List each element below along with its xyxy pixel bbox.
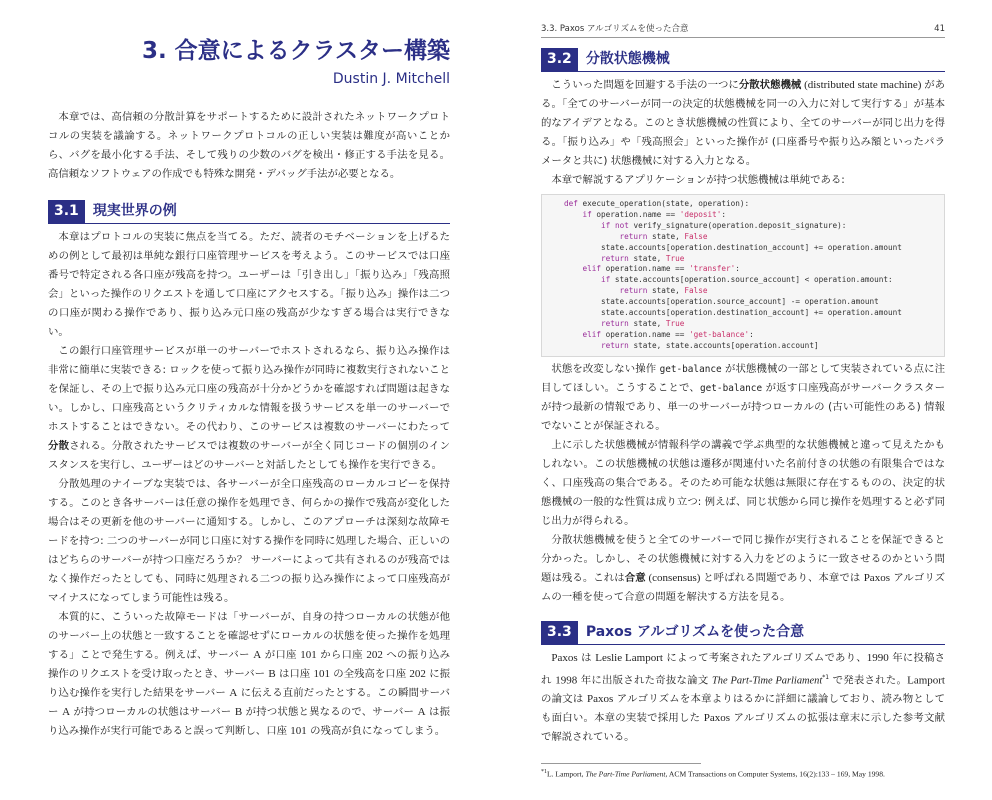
text-run: 本章では、高信頼の分散計算をサポートするために設計されたネットワークプロトコルの実装を議論する。ネットワークプロトコルの正しい実装は難度が高いことから、バグを最小化する手法、そして残りの少数のバグを検出・修正する手法を見る。高信頼なソフトウェアの作成でも特殊な開発・デバッグ手法が必要となる。: [48, 111, 450, 180]
code-listing: [564, 199, 944, 352]
section-title: 分散状態機械: [585, 51, 670, 67]
text-run: がある。「全てのサーバーが同一の決定的状態機械を同一の入力に対して実行する」が基本的なアイデアとなる。このとき状態機械の性質により、全てのサーバーが同じ出力を得る。「振り込み」や「残高照会」といった操作が (口座番号や振り込み額といったパラメータと共に) 状態機械に対する入力となる。: [541, 79, 946, 167]
section-heading-3-2: [541, 48, 945, 72]
text-run: 合意: [624, 571, 646, 584]
text-run: の全残高を口座: [330, 668, 410, 680]
chapter-title: 3. 合意によるクラスター構築: [141, 38, 450, 64]
section-3-1-body: [48, 228, 450, 741]
paragraph: [48, 608, 450, 741]
text-run: 101: [313, 668, 330, 680]
code-line: return state, state.accounts[operation.account]: [601, 340, 819, 350]
paragraph: [541, 531, 945, 607]
code-line: state.accounts[operation.destination_account] += operation.amount: [564, 242, 902, 252]
text-run: (consensus): [645, 571, 704, 584]
section-heading-3-3: [541, 621, 945, 645]
section-number: 3.2: [541, 48, 578, 71]
text-run: への振り込み操作のリクエストを受け取ったとき、サーバー: [48, 649, 451, 680]
text-run: は: [577, 651, 596, 664]
section-heading-3-1: [48, 200, 450, 224]
text-run: 分散処理のナイーブな実装では、各サーバーが全口座残高のローカルコピーを保持する。このとき各サーバーは任意の操作を処理でき、何らかの操作で残高が変化した場合はその更新を他のサーバーに通知する。しかし、このアプローチは深刻な故障モードを持つ: 二つのサーバーが同じ口座に対する操作を同時に処理した場合、正しいのはどちらのサーバーが持つ口座だろうか？ サーバーによって共有されるのが残高ではなく操作だったとしても、同時に処理される二つの振り込み操作によって口座残高がマイナスになってしまう可能性は残る。: [48, 478, 450, 604]
inline-code: get-balance: [659, 363, 722, 375]
footnote-text: L. Lamport,: [547, 769, 586, 779]
page-number: 41: [934, 24, 945, 34]
footnote-ref: *1: [822, 673, 830, 681]
text-run: が持つ状態と異なるので、サーバー: [242, 706, 418, 718]
text-run: 1998: [555, 674, 578, 687]
paragraph: [48, 108, 450, 184]
section-3-2-intro: [541, 76, 945, 190]
text-run: 1990: [866, 651, 889, 664]
code-line: if state.accounts[operation.source_account] < operation.amount:: [601, 275, 893, 285]
text-run: 年に投稿され: [541, 651, 945, 687]
text-run: 101: [300, 649, 317, 661]
code-line: def execute_operation(state, operation):: [564, 199, 750, 208]
footnote: [541, 767, 945, 780]
text-run: A: [417, 706, 426, 718]
text-run: アルゴリズムを本章よりはるかに詳細に議論しており、読み物としても面白い。本章の実装で採用した: [541, 693, 945, 725]
footnote-rule: [541, 763, 701, 764]
text-run: から口座: [316, 649, 367, 661]
text-run: によって考案されたアルゴリズムであり、: [662, 651, 867, 664]
text-run: A: [62, 706, 71, 718]
paragraph: [48, 475, 450, 608]
text-run: が返す口座残高がサーバークラスターが持つ最新の情報であり、単一のサーバーが持つローカルの (古い可能性のある) 情報でないことが保証される。: [541, 381, 945, 432]
text-run: B: [268, 668, 276, 680]
text-run: は口座: [275, 668, 314, 680]
text-run: この銀行口座管理サービスが単一のサーバーでホストされるなら、振り込み操作は非常に簡単に実装できる: ロックを使って振り込み操作が同時に複数実行されないことを保証し、その上で振り込み元口座の残高が十分かどうかを確認すれば問題は起きない。しかし、口座残高というクリティカルな情報を扱うサービスを単一のサーバーでホストすることはできない。その代わり、このサービスは複数のサーバーにわたって: [48, 345, 450, 433]
text-run: に振り込む操作を実行した結果をサーバー: [48, 668, 451, 699]
code-line: return state, True: [601, 253, 685, 263]
text-run: は振り込み操作が実行可能であると誤って判断し、口座: [48, 706, 450, 737]
section-number: 3.1: [48, 200, 85, 223]
running-header: [541, 23, 945, 38]
text-run: A: [229, 687, 238, 699]
text-run: Leslie Lamport: [595, 651, 663, 664]
section-number: 3.3: [541, 621, 578, 644]
code-line: elif operation.name == 'get-balance':: [582, 329, 754, 339]
footnote-text-end: , ACM Transactions on Computer Systems, 16(2):133 – 169, May 1998.: [665, 769, 885, 779]
text-run: 状態を改変しない操作: [551, 362, 660, 375]
paragraph: [541, 436, 945, 531]
paragraph: [541, 649, 945, 747]
text-run: 202: [409, 668, 426, 680]
text-run: Paxos: [586, 693, 614, 706]
paragraph: [48, 228, 450, 342]
text-run: B: [234, 706, 243, 718]
right-page: [496, 0, 992, 800]
text-run: の残高が負になってしまう。: [306, 725, 446, 737]
code-line: state.accounts[operation.source_account] -= operation.amount: [564, 297, 879, 307]
code-line: return state, False: [619, 286, 708, 296]
text-run: 本章で解説するアプリケーションが持つ状態機械は単純である:: [551, 174, 845, 186]
text-run: 分散状態機械を使うと全てのサーバーで同じ操作が実行されることを保証できると分かった。しかし、その状態機械に対する入力をどのように一致させるのかという問題は残る。これは: [541, 533, 945, 584]
footnote-title: The Part-Time Parliament: [585, 769, 666, 779]
left-page: [0, 0, 496, 761]
paragraph: [48, 342, 450, 475]
text-run: 本質的に、こういった故障モードは「サーバーが、自身の持つローカルの状態が他のサーバー上の状態と一致することを確認せずにローカルの状態を使った操作を処理する」ことで発生する。例えば、サーバー: [48, 611, 450, 661]
inline-code: get-balance: [700, 382, 763, 394]
text-run: される。分散されたサービスでは複数のサーバーが全く同じコードの個別のインスタンスを実行し、ユーザーはどのサーバーと対話したとしても操作を実行できる。: [48, 440, 450, 471]
section-3-2-body: [541, 360, 945, 607]
author: Dustin J. Mitchell: [332, 71, 450, 87]
text-run: The Part-Time Parliament: [712, 675, 823, 687]
section-title: 現実世界の例: [92, 203, 177, 219]
paragraph: [541, 76, 945, 171]
text-run: が持つローカルの状態はサーバー: [70, 706, 235, 718]
text-run: Paxos: [703, 712, 731, 725]
code-line: if operation.name == 'deposit':: [582, 209, 727, 219]
code-line: if not verify_signature(operation.deposit_signature):: [601, 220, 847, 230]
text-run: アルゴリズムの一種を使って合意の問題を解決する方法を見る。: [541, 571, 945, 603]
text-run: が状態機械の一部として実装されている点に注目してほしい。こうすることで、: [541, 362, 945, 394]
text-run: Lamport: [907, 674, 945, 687]
text-run: が口座: [261, 649, 301, 661]
text-run: の論文は: [541, 693, 587, 706]
code-line: return state, False: [619, 231, 708, 241]
text-run: アルゴリズムの拡張は章末に示した参考文献で解説されている。: [541, 712, 945, 744]
text-run: Paxos: [863, 571, 890, 584]
footnote-marker: *1: [541, 769, 547, 776]
code-line: return state, True: [601, 318, 685, 328]
text-run: 101: [290, 725, 307, 737]
text-run: 年に出版された奇抜な論文: [577, 674, 713, 687]
running-header-title: 3.3. Paxos アルゴリズムを使った合意: [541, 24, 689, 34]
text-run: こういった問題を回避する手法の一つに: [551, 79, 739, 91]
text-run: で発表された。: [829, 674, 908, 687]
code-line: elif operation.name == 'transfer':: [582, 264, 740, 274]
text-run: 分散状態機械: [738, 79, 802, 91]
paragraph: [541, 360, 945, 436]
text-run: Paxos: [551, 651, 578, 664]
text-run: A: [253, 649, 262, 661]
text-run: と呼ばれる問題であり、本章では: [703, 571, 864, 584]
section-title: Paxos アルゴリズムを使った合意: [585, 623, 805, 640]
text-run: 202: [366, 649, 383, 661]
paragraph: [541, 171, 945, 190]
abstract: [48, 108, 450, 184]
text-run: 本章はプロトコルの実装に焦点を当てる。ただ、読者のモチベーションを上げるための例として最初は単純な銀行口座管理サービスを考えよう。このサービスでは口座番号で特定される各口座が残高を持つ。ユーザーは「引き出し」「振り込み」「残高照会」といった操作のリクエストを通して口座にアクセスする。「振り込み」操作は二つの口座が関わる操作であり、振り込み元口座の残高が少なすぎる場合は実行できない。: [48, 231, 450, 338]
text-run: に伝える直前だったとする。この瞬間サーバー: [48, 687, 451, 718]
text-run: (distributed state machine): [801, 79, 925, 91]
text-run: 分散: [48, 440, 70, 452]
code-line: state.accounts[operation.destination_account] += operation.amount: [564, 308, 902, 318]
text-run: 上に示した状態機械が情報科学の講義で学ぶ典型的な状態機械と違って見えたかもしれない。この状態機械の状態は遷移が関連付いた名前付きの状態の有限集合ではなく、口座残高の集合である。そのため可能な状態は無限に存在するものの、決定的状態機械の一般的な性質は成り立つ: 例えば、同じ状態から同じ操作を処理すると必ず同じ出力が得られる。: [541, 438, 945, 527]
section-3-3-body: [541, 649, 945, 747]
code-block: [541, 194, 945, 357]
